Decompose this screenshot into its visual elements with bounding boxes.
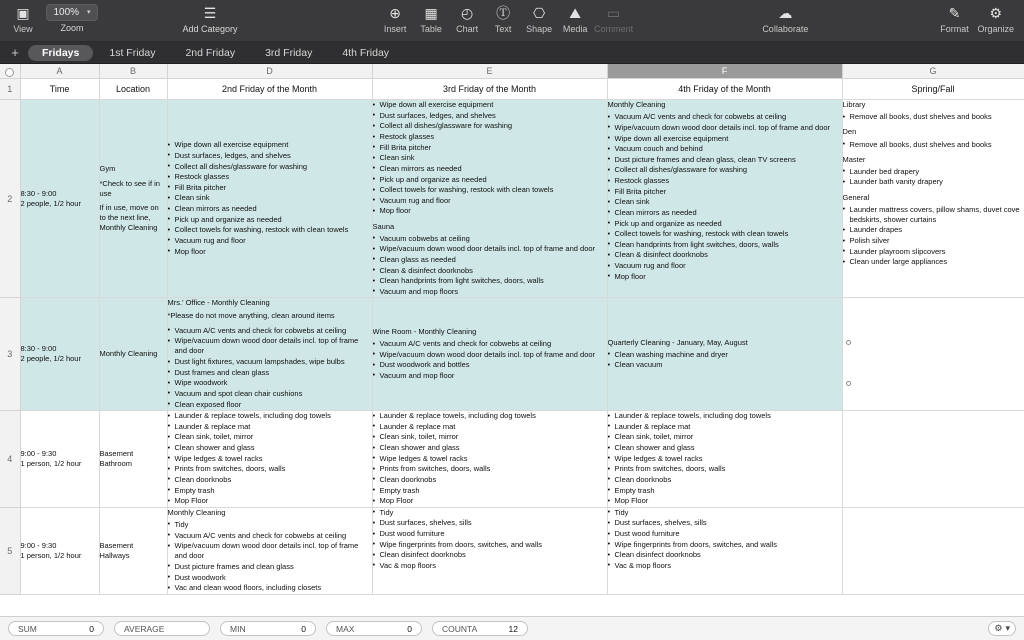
corner-dot-icon [5,68,14,77]
row2-spring-library [843,100,1024,122]
list-item: • Clean & disinfect doorknobs [608,250,842,260]
cell-f5-4th-friday[interactable] [607,507,842,594]
list-item: • Prints from switches, doors, walls [608,464,842,474]
insert-button[interactable] [378,0,412,34]
comment-label: Comment [594,24,634,34]
list-item: • Clean mirrors as needed [373,164,607,174]
tab-2nd-friday[interactable]: 2nd Friday [185,46,236,59]
list-item: • Vacuum and spot clean chair cushions [168,389,372,399]
text-label: Text [494,24,512,34]
row2-spring-master [843,155,1024,188]
table-button[interactable] [414,0,448,34]
list-item: • Collect all dishes/glassware for washing [373,121,607,131]
media-button[interactable] [558,0,592,34]
list-item: • Wipe fingerprints from doors, switches, and walls [373,540,607,550]
row2-sauna-title: Sauna [372,221,395,231]
row4-time-line1: 9:00 - 9:30 [20,448,57,458]
row4-4th-friday-list [608,411,842,506]
row3-3rd-friday-list [373,339,607,381]
list-item: • Restock glasses [608,176,842,186]
list-item: • Vacuum rug and floor [608,261,842,271]
cell-a4-time[interactable] [20,411,99,508]
row2-4th-friday-title: Monthly Cleaning [607,100,666,110]
list-item: • Prints from switches, doors, walls [373,464,607,474]
column-header-g[interactable]: G [842,64,1024,79]
list-item: • Wipe ledges & towel racks [373,454,607,464]
chart-icon: ◴ [461,5,474,21]
list-item: • Wipe ledges & towel racks [168,454,372,464]
cell-b4-location[interactable] [99,411,167,508]
media-label: Media [562,24,588,34]
format-label: Format [940,24,969,34]
list-item: • Vacuum rug and floor [168,236,372,246]
row3-2nd-title2: *Please do not move anything, clean around items [167,310,335,320]
list-item: • Wipe/vacuum down wood door details incl. top of frame and door [373,350,607,360]
spreadsheet-grid[interactable] [0,64,1024,616]
cell-b2-location[interactable] [99,100,167,298]
shape-label: Shape [526,24,553,34]
cell-d3-2nd-friday[interactable] [167,298,372,411]
shape-button[interactable] [522,0,556,34]
stat-max-value: 0 [407,623,412,634]
row2-spring-general-list [843,205,1024,268]
list-item: • Collect towels for washing, restock with clean towels [608,229,842,239]
comment-icon: ▭ [607,5,621,21]
list-item: • Launder & replace mat [168,422,372,432]
cell-a3-time[interactable] [20,298,99,411]
cell-g2-spring-fall[interactable] [842,100,1024,298]
list-item: • Vacuum and mop floor [373,371,607,381]
list-item: • Clean doorknobs [608,475,842,485]
cell-a1-time-header[interactable]: Time [20,79,99,100]
column-header-a[interactable]: A [20,64,99,79]
row5-4th-friday-list [608,508,842,571]
add-category-icon: ☰ [203,5,217,21]
table-row [0,79,1024,100]
sheet-table [0,64,1024,595]
cell-d2-2nd-friday[interactable] [167,100,372,298]
list-item: • Launder mattress covers, pillow shams, duvet cove bedskirts, shower curtains [843,205,1024,225]
column-header-e[interactable]: E [372,64,607,79]
row3-4th-title: Quarterly Cleaning - January, May, August [607,337,748,347]
format-button[interactable] [937,0,971,34]
zoom-label: Zoom [60,23,84,33]
toolbar-center-group [378,0,633,34]
table-icon: ▦ [424,5,438,21]
row2-3rd-friday-main [373,100,607,216]
status-zoom-control[interactable] [988,621,1016,636]
list-item: • Launder bath vanity drapery [843,177,1024,187]
table-row [0,411,1024,508]
list-item: • Mop floor [373,206,607,216]
list-item: • Vacuum cobwebs at ceiling [373,234,607,244]
cell-b5-location[interactable] [99,507,167,594]
selection-handle-top[interactable] [846,340,851,345]
row3-3rd-title: Wine Room - Monthly Cleaning [372,326,477,336]
tab-1st-friday[interactable]: 1st Friday [109,46,156,59]
row3-4th-friday-list [608,350,842,371]
row2-3rd-friday-main-list [373,100,607,216]
row4-location-line1: Basement [99,448,134,458]
list-item: • Dust frames and clean glass [168,368,372,378]
tab-fridays[interactable]: Fridays [28,45,93,61]
stat-sum-value: 0 [89,623,94,634]
table-row [0,100,1024,298]
organize-label: Organize [977,24,1015,34]
list-item: • Clean handprints from light switches, doors, walls [608,240,842,250]
list-item: • Vacuum A/C vents and check for cobwebs at ceiling [168,531,372,541]
stat-counta-label: COUNTA [442,623,478,634]
collaborate-icon: ☁ [778,5,793,21]
sheet-tabs-bar [0,42,1024,64]
list-item: • Wipe/vacuum down wood door details incl. top of frame and door [168,541,372,561]
list-item: • Fill Brita pitcher [608,187,842,197]
chart-button[interactable] [450,0,484,34]
chevron-down-icon: ▾ [1005,623,1010,633]
row2-spring-master-list [843,167,1024,188]
list-item: • Collect all dishes/glassware for washing [168,162,372,172]
stat-average-label: AVERAGE [124,623,165,634]
cell-b3-location[interactable] [99,298,167,411]
list-item: • Clean mirrors as needed [608,208,842,218]
list-item: • Restock glasses [168,172,372,182]
format-icon: ✎ [948,5,961,21]
row2-time-line2: 2 people, 1/2 hour [20,198,81,208]
column-header-b[interactable]: B [99,64,167,79]
cell-b1-location-header[interactable]: Location [99,79,167,100]
row4-2nd-friday-list [168,411,372,506]
list-item: • Dust picture frames and clean glass [168,562,372,572]
list-item: • Wipe down all exercise equipment [373,100,607,110]
column-header-row [0,64,1024,79]
view-button[interactable] [6,0,40,34]
list-item: • Dust surfaces, shelves, sills [608,518,842,528]
row2-spring-master-title: Master [842,154,866,164]
list-item: • Empty trash [608,486,842,496]
cell-d4-2nd-friday[interactable] [167,411,372,508]
stat-sum-label: SUM [18,623,37,634]
list-item: • Mop floor [608,272,842,282]
row3-time-line2: 2 people, 1/2 hour [20,354,81,364]
column-header-f[interactable]: F [607,64,842,79]
row2-spring-den-list [843,140,1024,150]
cell-a2-time[interactable] [20,100,99,298]
list-item: • Pick up and organize as needed [373,175,607,185]
list-item: • Empty trash [373,486,607,496]
cell-f2-4th-friday[interactable] [607,100,842,298]
list-item: • Dust light fixtures, vacuum lampshades, wipe bulbs [168,357,372,367]
toolbar-left-group [0,0,102,34]
row5-2nd-title: Monthly Cleaning [167,507,226,517]
list-item: • Collect towels for washing, restock with clean towels [168,225,372,235]
select-all-corner[interactable] [0,64,20,79]
row2-location-note1: *Check to see if in use [99,178,160,198]
list-item: • Launder & replace towels, including dog towels [608,411,842,421]
list-item: • Mop Floor [373,496,607,506]
list-item: • Clean washing machine and dryer [608,350,842,360]
row2-spring-den-title: Den [842,127,857,137]
list-item: • Clean sink, toilet, mirror [168,432,372,442]
cell-f4-4th-friday[interactable] [607,411,842,508]
stat-min-label: MIN [230,623,246,634]
list-item: • Wipe down all exercise equipment [608,134,842,144]
toolbar-right-group [937,0,1024,34]
list-item: • Clean under large appliances [843,257,1024,267]
list-item: • Launder & replace towels, including dog towels [168,411,372,421]
list-item: • Wipe/vacuum down wood door details incl. top of frame and door [608,123,842,133]
list-item: • Clean glass as needed [373,255,607,265]
row3-2nd-title1: Mrs.' Office - Monthly Cleaning [167,298,270,308]
list-item: • Launder drapes [843,225,1024,235]
row2-spring-library-title: Library [842,100,866,110]
list-item: • Wipe/vacuum down wood door details incl. top of frame and door [373,244,607,254]
list-item: • Dust surfaces, shelves, sills [373,518,607,528]
cell-g4-spring-fall[interactable] [842,411,1024,508]
list-item: • Clean handprints from light switches, doors, walls [373,276,607,286]
row2-3rd-friday-sauna [373,222,607,297]
row2-time-line1: 8:30 - 9:00 [20,188,57,198]
list-item: • Clean shower and glass [168,443,372,453]
cell-e4-3rd-friday[interactable] [372,411,607,508]
list-item: • Wipe woodwork [168,378,372,388]
cell-d1-2nd-friday-header[interactable]: 2nd Friday of the Month [167,79,372,100]
list-item: • Clean mirrors as needed [168,204,372,214]
chevron-down-icon: ▾ [87,9,91,16]
tab-4th-friday[interactable]: 4th Friday [342,46,390,59]
list-item: • Empty trash [168,486,372,496]
collaborate-button[interactable] [755,0,815,34]
row-header-3[interactable]: 3 [0,298,20,411]
list-item: • Prints from switches, doors, walls [168,464,372,474]
list-item: • Vac and clean wood floors, including closets [168,583,372,593]
tab-3rd-friday[interactable]: 3rd Friday [265,46,313,59]
row2-sauna-list [373,234,607,297]
table-row [0,298,1024,411]
zoom-control[interactable] [42,0,102,33]
stat-counta-value: 12 [508,623,518,634]
list-item: • Polish silver [843,236,1024,246]
cell-e1-3rd-friday-header[interactable]: 3rd Friday of the Month [372,79,607,100]
row4-time-line2: 1 person, 1/2 hour [20,458,82,468]
cell-e5-3rd-friday[interactable] [372,507,607,594]
row4-location-line2: Bathroom [99,458,133,468]
row5-2nd-friday-list [168,520,372,593]
row5-location-line1: Basement [99,540,134,550]
zoom-pill[interactable] [46,4,97,21]
list-item: • Collect towels for washing, restock with clean towels [373,185,607,195]
list-item: • Dust wood furniture [373,529,607,539]
list-item: • Dust surfaces, ledges, and shelves [168,151,372,161]
list-item: • Clean disinfect doorknobs [373,550,607,560]
list-item: • Clean doorknobs [168,475,372,485]
row-header-2[interactable]: 2 [0,100,20,298]
row3-location: Monthly Cleaning [99,349,158,359]
insert-label: Insert [383,24,407,34]
gear-icon: ⚙ [994,623,1003,633]
zoom-value: 100% [53,6,80,18]
row2-location-title: Gym [99,164,116,174]
list-item: • Vacuum and mop floors [373,287,607,297]
add-category-button[interactable] [164,0,256,34]
row2-location-note2: If in use, move on to the next line, Monthly Cleaning [99,202,159,233]
view-label: View [13,24,33,34]
column-header-d[interactable]: D [167,64,372,79]
list-item: • Dust woodwork and bottles [373,360,607,370]
chart-label: Chart [456,24,479,34]
cell-f3-4th-friday[interactable] [607,298,842,411]
add-sheet-button[interactable]: + [11,45,19,60]
list-item: • Wipe ledges & towel racks [608,454,842,464]
list-item: • Clean sink, toilet, mirror [373,432,607,442]
list-item: • Launder playroom slipcovers [843,247,1024,257]
list-item: • Mop floor [168,247,372,257]
row-header-4[interactable]: 4 [0,411,20,508]
list-item: • Dust picture frames and clean glass, clean TV screens [608,155,842,165]
status-bar-right [988,621,1016,636]
status-bar [0,616,1024,640]
list-item: • Vacuum rug and floor [373,196,607,206]
row2-spring-general [843,193,1024,268]
text-icon: Ⓣ [496,5,511,21]
list-item: • Clean sink [373,153,607,163]
list-item: • Tidy [608,508,842,518]
row2-2nd-friday-list [168,140,372,256]
list-item: • Remove all books, dust shelves and books [843,140,1024,150]
row3-time-line1: 8:30 - 9:00 [20,344,57,354]
list-item: • Dust woodwork [168,573,372,583]
list-item: • Launder & replace mat [373,422,607,432]
table-row [0,507,1024,594]
list-item: • Remove all books, dust shelves and books [843,112,1024,122]
stat-counta[interactable] [432,621,528,636]
table-label: Table [420,24,442,34]
list-item: • Vacuum couch and behind [608,144,842,154]
add-category-label: Add Category [182,24,238,34]
list-item: • Clean sink [168,193,372,203]
list-item: • Fill Brita pitcher [373,143,607,153]
row-header-5[interactable]: 5 [0,507,20,594]
row2-spring-den [843,127,1024,149]
row5-time-line2: 1 person, 1/2 hour [20,550,82,560]
row5-3rd-friday-list [373,508,607,571]
row-header-1[interactable]: 1 [0,79,20,100]
organize-icon: ⚙ [989,5,1003,21]
list-item: • Launder bed drapery [843,167,1024,177]
cell-g5-spring-fall[interactable] [842,507,1024,594]
list-item: • Clean exposed floor [168,400,372,410]
stat-min-value: 0 [301,623,306,634]
row2-spring-library-list [843,112,1024,122]
collaborate-label: Collaborate [762,24,809,34]
row2-spring-general-title: General [842,192,870,202]
stat-average[interactable] [114,621,210,636]
organize-button[interactable] [977,0,1014,34]
list-item: • Tidy [168,520,372,530]
text-button[interactable] [486,0,520,34]
list-item: • Clean vacuum [608,360,842,370]
cell-a5-time[interactable] [20,507,99,594]
list-item: • Tidy [373,508,607,518]
list-item: • Clean sink [608,197,842,207]
list-item: • Vac & mop floors [608,561,842,571]
list-item: • Vacuum A/C vents and check for cobwebs at ceiling [608,112,842,122]
list-item: • Wipe fingerprints from doors, switches, and walls [608,540,842,550]
list-item: • Wipe down all exercise equipment [168,140,372,150]
cell-f1-4th-friday-header[interactable]: 4th Friday of the Month [607,79,842,100]
comment-button[interactable] [594,0,633,34]
row4-3rd-friday-list [373,411,607,506]
stat-sum[interactable] [8,621,104,636]
list-item: • Dust surfaces, ledges, and shelves [373,111,607,121]
cell-e2-3rd-friday[interactable] [372,100,607,298]
list-item: • Pick up and organize as needed [168,215,372,225]
list-item: • Mop Floor [168,496,372,506]
list-item: • Pick up and organize as needed [608,219,842,229]
list-item: • Collect all dishes/glassware for washing [608,165,842,175]
list-item: • Vac & mop floors [373,561,607,571]
row3-2nd-friday-list [168,326,372,410]
stat-min[interactable] [220,621,316,636]
row5-location-line2: Hallways [99,550,130,560]
main-toolbar [0,0,1024,42]
list-item: • Launder & replace mat [608,422,842,432]
stat-max[interactable] [326,621,422,636]
list-item: • Vacuum A/C vents and check for cobwebs at ceiling [168,326,372,336]
list-item: • Clean doorknobs [373,475,607,485]
cell-g1-spring-fall-header[interactable]: Spring/Fall [842,79,1024,100]
stat-max-label: MAX [336,623,355,634]
list-item: • Launder & replace towels, including dog towels [373,411,607,421]
cell-e3-3rd-friday[interactable] [372,298,607,411]
list-item: • Clean & disinfect doorknobs [373,266,607,276]
list-item: • Wipe/vacuum down wood door details incl. top of frame and door [168,336,372,356]
list-item: • Clean sink, toilet, mirror [608,432,842,442]
row5-time-line1: 9:00 - 9:30 [20,540,57,550]
media-icon: ⛰ [569,5,582,21]
list-item: • Clean shower and glass [608,443,842,453]
list-item: • Fill Brita pitcher [168,183,372,193]
cell-d5-2nd-friday[interactable] [167,507,372,594]
view-icon: ▣ [16,5,30,21]
shape-icon: ⎔ [533,5,546,21]
list-item: • Clean shower and glass [373,443,607,453]
selection-handle-bottom[interactable] [846,381,851,386]
insert-icon: ⊕ [389,5,402,21]
cell-g3-spring-fall[interactable] [842,298,1024,411]
row2-4th-friday-list [608,112,842,282]
list-item: • Dust wood furniture [608,529,842,539]
list-item: • Restock glasses [373,132,607,142]
list-item: • Vacuum A/C vents and check for cobwebs at ceiling [373,339,607,349]
list-item: • Clean disinfect doorknobs [608,550,842,560]
list-item: • Mop Floor [608,496,842,506]
